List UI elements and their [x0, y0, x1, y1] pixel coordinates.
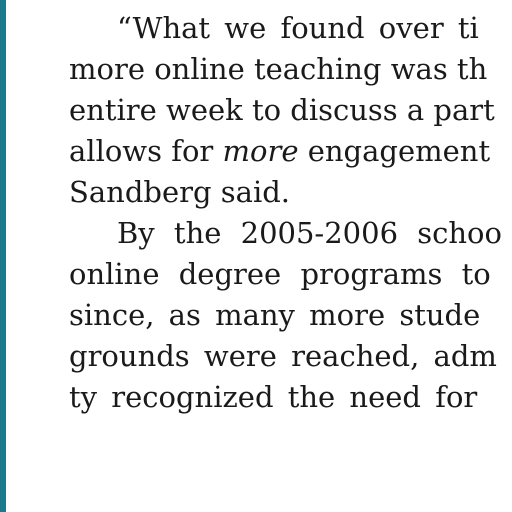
paragraph-2-line-3: since, as many more stude: [69, 298, 481, 332]
paragraph-1-line-5: Sandberg said.: [69, 175, 290, 209]
paragraph-1-line-3: entire week to discuss a part: [69, 93, 495, 127]
paragraph-2-line-1: By the 2005-2006 schoo: [117, 216, 502, 250]
body-text: [69, 0, 512, 418]
paragraph-1-line-2: more online teaching was th: [69, 52, 488, 86]
paragraph-1-line-1: “What we found over ti: [117, 11, 479, 45]
paragraph-1-emphasis: more: [222, 134, 299, 168]
paragraph-1-line-4-end: engagement: [298, 134, 491, 168]
paragraph-2-line-5: ty recognized the need for: [69, 380, 478, 414]
paragraph-2-line-4: grounds were reached, adm: [69, 339, 497, 373]
left-accent-bar: [0, 0, 6, 512]
paragraph-1-line-4-start: allows for: [69, 134, 223, 168]
paragraph-1-line-4: [69, 131, 512, 172]
paragraph-2-line-2: online degree programs to: [69, 257, 491, 291]
